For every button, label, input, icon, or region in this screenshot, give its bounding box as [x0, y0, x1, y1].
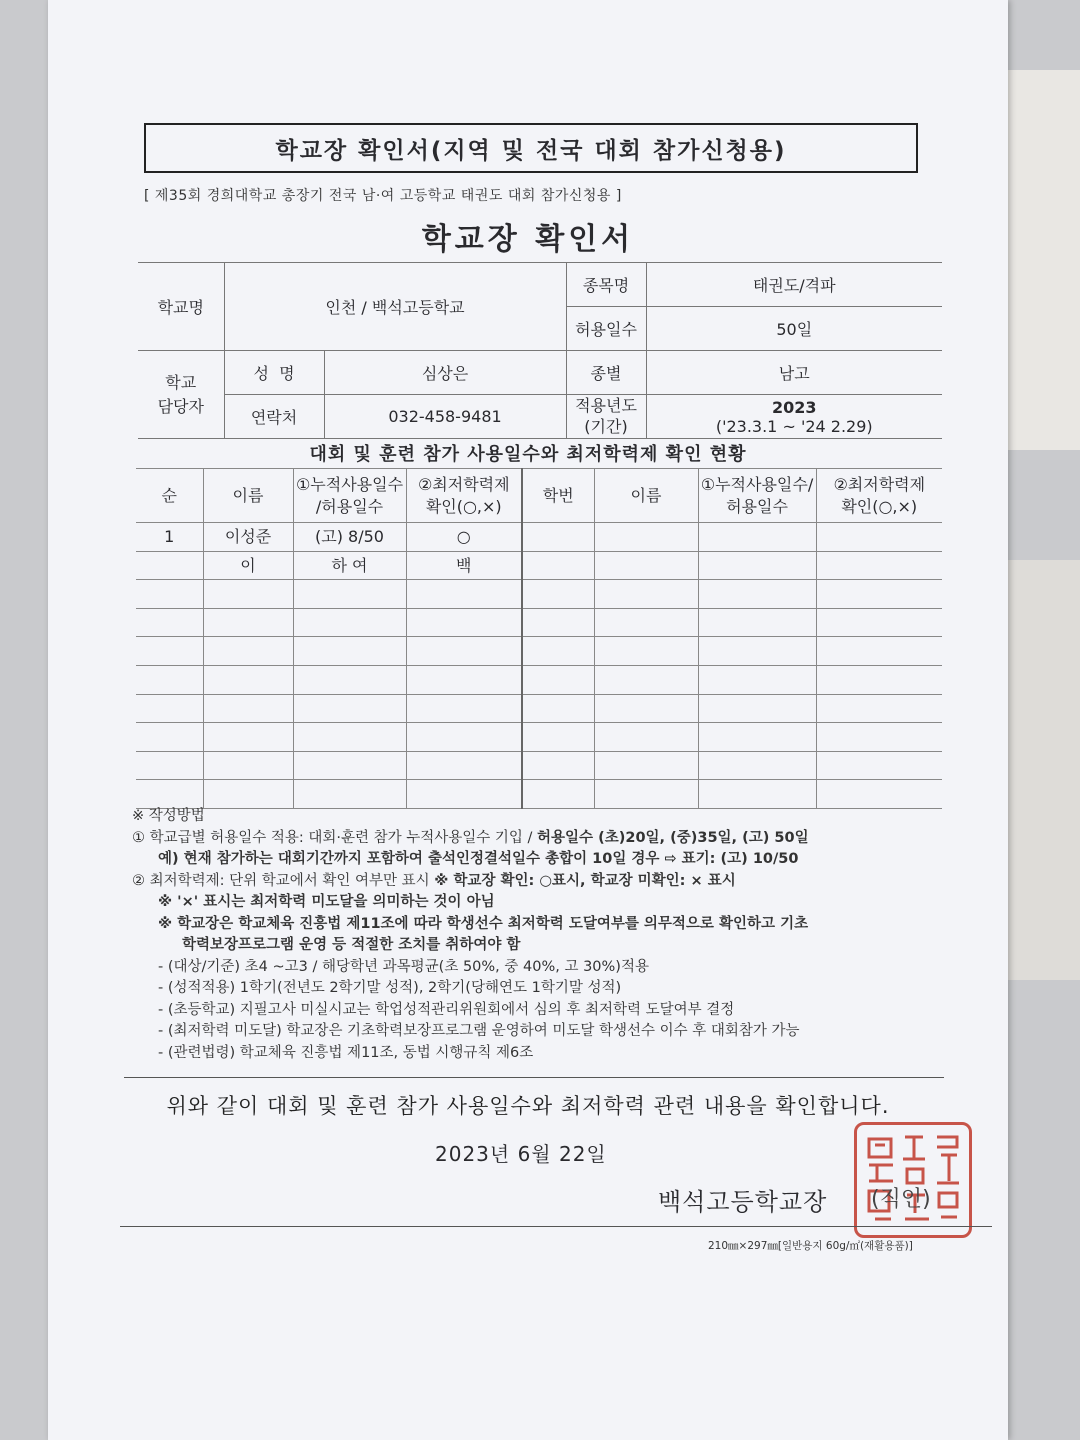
detail-4: - (최저학력 미도달) 학교장은 기초학력보장프로그램 운영하여 미도달 학생선수 이수 후 대회참가 가능	[158, 1023, 800, 1039]
table-row	[136, 637, 942, 666]
notes-heading: ※ 작성방법	[132, 808, 205, 824]
table-cell	[594, 523, 698, 552]
table-cell	[136, 780, 203, 809]
table-cell	[293, 580, 406, 609]
table-cell	[406, 780, 522, 809]
section-title: 대회 및 훈련 참가 사용일수와 최저학력제 확인 현황	[309, 444, 747, 465]
table-cell	[136, 580, 203, 609]
table-cell	[522, 551, 594, 580]
col-header: 순	[136, 469, 203, 523]
table-cell	[594, 751, 698, 780]
year-cell	[646, 395, 942, 439]
allowed-days-label: 허용일수	[566, 307, 646, 351]
col-header: ①누적사용일수/ 허용일수	[698, 469, 816, 523]
table-cell	[698, 551, 816, 580]
table-row	[136, 580, 942, 609]
table-cell	[816, 551, 942, 580]
school-label: 학교명	[138, 263, 224, 351]
note-text-bold: ※ 학교장 확인: ○표시, 학교장 미확인: × 표시	[434, 872, 736, 889]
col-header: 학번	[522, 469, 594, 523]
table-cell	[203, 608, 293, 637]
table-cell	[203, 780, 293, 809]
table-cell	[293, 665, 406, 694]
table-cell	[594, 780, 698, 809]
seal-label: (직인)	[871, 1187, 931, 1212]
detail-1: - (대상/기준) 초4 ~고3 / 해당학년 과목평균(초 50%, 중 40%, 고 30%)적용	[158, 958, 649, 975]
table-cell	[203, 580, 293, 609]
background-window-light	[1000, 560, 1080, 980]
table-cell	[136, 551, 203, 580]
table-cell	[594, 551, 698, 580]
table-cell	[698, 608, 816, 637]
background-window-light	[1000, 70, 1080, 450]
form-title: 학교장 확인서(지역 및 전국 대회 참가신청용)	[144, 123, 918, 173]
note-4-cont: 학력보장프로그램 운영 등 적절한 조치를 취하여야 함	[182, 937, 521, 953]
table-cell	[203, 751, 293, 780]
table-header-row	[136, 469, 942, 523]
note-3: ※ '×' 표시는 최저학력 미도달을 의미하는 것이 아님	[158, 894, 495, 910]
table-cell	[522, 780, 594, 809]
event-value: 태권도/격파	[646, 263, 942, 307]
table-cell	[594, 637, 698, 666]
seal-glyphs	[857, 1125, 969, 1235]
phone-label: 연락처	[224, 395, 324, 439]
table-cell: 하 여	[293, 551, 406, 580]
contact-person-label: 학교 담당자	[138, 351, 224, 439]
table-row	[136, 665, 942, 694]
table-row	[136, 751, 942, 780]
table-cell	[293, 694, 406, 723]
table-cell	[406, 751, 522, 780]
table-row	[136, 551, 942, 580]
table-cell	[594, 608, 698, 637]
table-cell	[522, 608, 594, 637]
table-cell	[816, 608, 942, 637]
table-cell	[136, 637, 203, 666]
note-1	[132, 828, 952, 850]
category-label: 종별	[566, 351, 646, 395]
table-cell	[522, 580, 594, 609]
paper-spec: 210㎜×297㎜[일반용지 60g/㎡(재활용품)]	[708, 1240, 913, 1252]
official-seal-stamp	[854, 1122, 972, 1238]
table-cell	[136, 608, 203, 637]
detail-2: - (성적적용) 1학기(전년도 2학기말 성적), 2학기(당해연도 1학기말 성적)	[158, 980, 622, 996]
table-cell	[594, 665, 698, 694]
table-row	[136, 523, 942, 552]
name-value: 심상은	[324, 351, 566, 395]
table-cell	[698, 580, 816, 609]
school-value: 인천 / 백석고등학교	[224, 263, 566, 351]
table-cell: ○	[406, 523, 522, 552]
table-cell	[406, 637, 522, 666]
table-cell	[406, 665, 522, 694]
table-cell	[698, 723, 816, 752]
info-table	[138, 262, 942, 439]
table-cell	[816, 665, 942, 694]
table-cell	[406, 694, 522, 723]
phone-value: 032-458-9481	[324, 395, 566, 439]
table-row	[136, 780, 942, 809]
period-value: ('23.3.1 ~ '24 2.29)	[715, 416, 873, 436]
table-cell	[293, 723, 406, 752]
table-row	[136, 694, 942, 723]
note-4: ※ 학교장은 학교체육 진흥법 제11조에 따라 학생선수 최저학력 도달여부를 의무적으로 확인하고 기초	[158, 915, 809, 932]
table-cell	[698, 751, 816, 780]
event-label: 종목명	[566, 263, 646, 307]
table-cell	[203, 665, 293, 694]
divider	[120, 1226, 992, 1227]
table-cell	[406, 608, 522, 637]
detail-3: - (초등학교) 지필고사 미실시교는 학업성적관리위원회에서 심의 후 최저학력 도달여부 결정	[158, 1001, 735, 1018]
status-table	[136, 468, 942, 809]
document-paper	[48, 0, 1008, 1440]
year-value: 2023	[771, 397, 817, 417]
confirmation-statement: 위와 같이 대회 및 훈련 참가 사용일수와 최저학력 관련 내용을 확인합니다.	[166, 1094, 890, 1118]
table-cell	[136, 723, 203, 752]
table-cell	[522, 637, 594, 666]
table-cell	[594, 580, 698, 609]
table-cell	[136, 694, 203, 723]
table-cell	[136, 665, 203, 694]
table-cell: 백	[406, 551, 522, 580]
table-cell	[203, 694, 293, 723]
name-label: 성 명	[224, 351, 324, 395]
table-cell	[816, 694, 942, 723]
table-cell	[816, 780, 942, 809]
writing-instructions	[132, 806, 952, 1064]
year-label: 적용년도 (기간)	[566, 395, 646, 439]
category-value: 남고	[646, 351, 942, 395]
note-text-bold: 허용일수 (초)20일, (중)35일, (고) 50일	[537, 829, 809, 846]
table-cell	[594, 694, 698, 723]
note-text: ① 학교급별 허용일수 적용: 대회·훈련 참가 누적사용일수 기입 /	[132, 829, 538, 846]
principal-name: 백석고등학교장	[658, 1188, 828, 1216]
table-cell	[698, 665, 816, 694]
table-cell	[522, 665, 594, 694]
note-2	[132, 871, 952, 893]
table-cell	[293, 608, 406, 637]
table-cell	[698, 523, 816, 552]
col-header: ①누적사용일수 /허용일수	[293, 469, 406, 523]
table-cell: 1	[136, 523, 203, 552]
form-subtitle: [ 제35회 경희대학교 총장기 전국 남·여 고등학교 태권도 대회 참가신청용 ]	[144, 188, 622, 204]
table-cell: 이	[203, 551, 293, 580]
table-cell	[522, 751, 594, 780]
table-cell	[203, 723, 293, 752]
table-cell: 이성준	[203, 523, 293, 552]
divider	[124, 1077, 944, 1078]
table-cell	[816, 751, 942, 780]
table-cell	[406, 580, 522, 609]
table-cell	[293, 780, 406, 809]
col-header: ②최저학력제 확인(○,×)	[816, 469, 942, 523]
table-cell	[522, 694, 594, 723]
table-cell	[594, 723, 698, 752]
detail-5: - (관련법령) 학교체육 진흥법 제11조, 동법 시행규칙 제6조	[158, 1044, 534, 1061]
table-cell	[698, 780, 816, 809]
table-cell	[406, 723, 522, 752]
table-cell	[816, 580, 942, 609]
signing-date: 2023년 6월 22일	[435, 1142, 607, 1166]
table-cell: (고) 8/50	[293, 523, 406, 552]
table-cell	[293, 637, 406, 666]
document-heading: 학교장 확인서	[421, 222, 635, 257]
table-row	[136, 723, 942, 752]
table-cell	[816, 523, 942, 552]
col-header: ②최저학력제 확인(○,×)	[406, 469, 522, 523]
table-cell	[816, 637, 942, 666]
table-cell	[698, 637, 816, 666]
table-cell	[698, 694, 816, 723]
col-header: 이름	[594, 469, 698, 523]
table-cell	[816, 723, 942, 752]
table-row	[136, 608, 942, 637]
table-cell	[522, 723, 594, 752]
note-text: ② 최저학력제: 단위 학교에서 확인 여부만 표시	[132, 872, 435, 889]
table-cell	[136, 751, 203, 780]
allowed-days-value: 50일	[646, 307, 942, 351]
col-header: 이름	[203, 469, 293, 523]
table-cell	[522, 523, 594, 552]
table-cell	[203, 637, 293, 666]
note-1-example: 예) 현재 참가하는 대회기간까지 포함하여 출석인정결석일수 총합이 10일 경우 ⇨ 표기: (고) 10/50	[158, 851, 799, 867]
table-cell	[293, 751, 406, 780]
